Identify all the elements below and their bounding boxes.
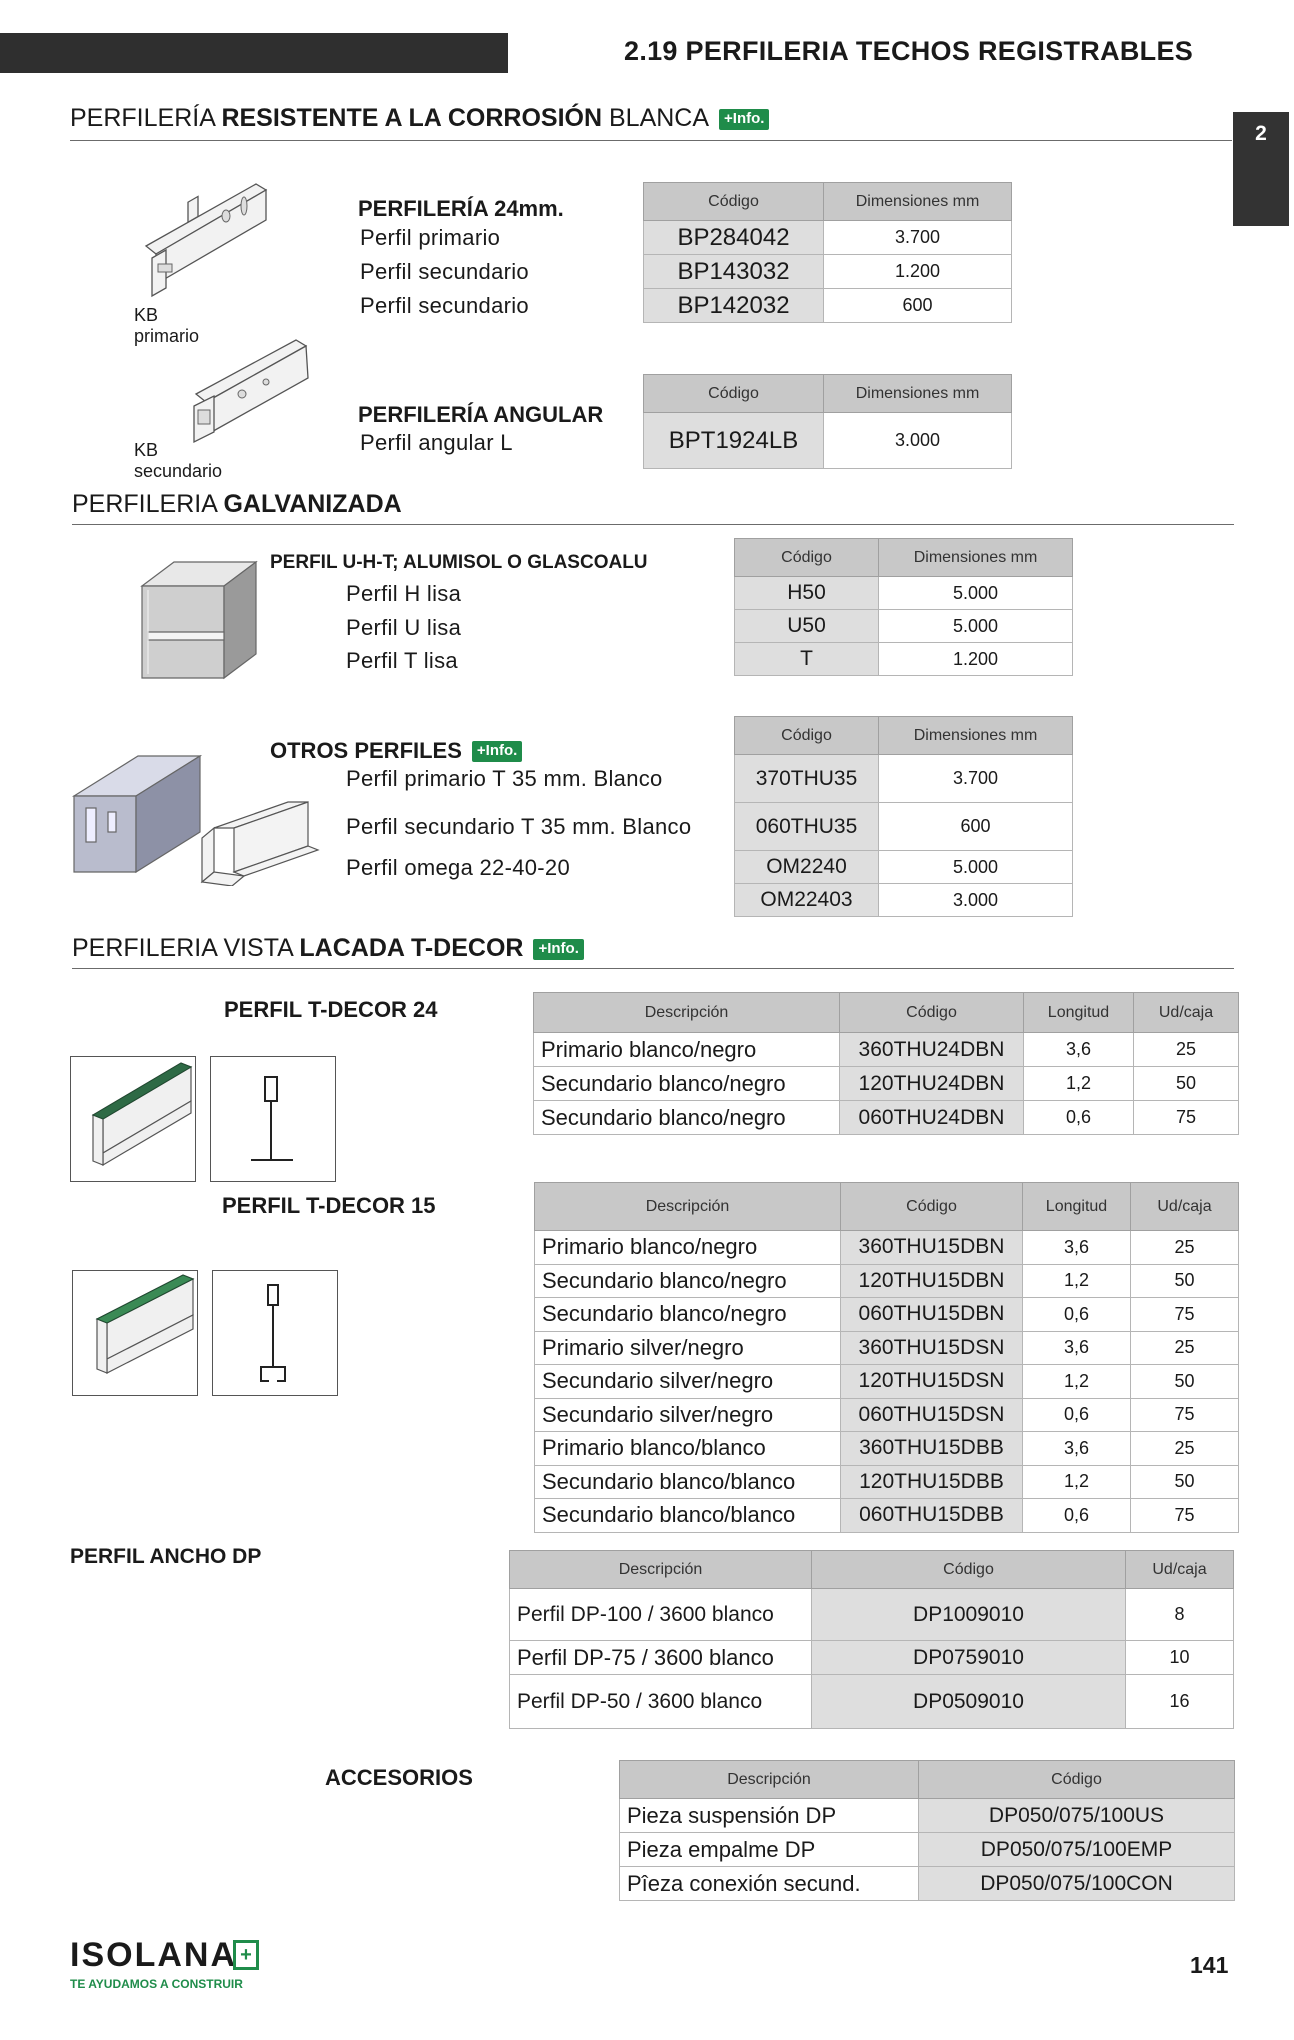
cell-ud: 75	[1131, 1298, 1239, 1332]
col-header-codigo: Código	[735, 539, 879, 577]
table-tdecor15	[534, 1182, 1239, 1533]
cell-len: 1,2	[1024, 1067, 1134, 1101]
cell-ud: 10	[1126, 1641, 1234, 1675]
header-bar	[0, 33, 508, 73]
cell-ud: 75	[1131, 1499, 1239, 1533]
item-label: Perfil secundario	[360, 259, 529, 284]
col-header-codigo: Código	[644, 375, 824, 413]
cell-code: OM2240	[735, 851, 879, 884]
table-row	[535, 1298, 1239, 1332]
block-title-uht: PERFIL U-H-T; ALUMISOL O GLASCOALU	[270, 552, 648, 573]
brand-mark-icon: +	[233, 1940, 259, 1970]
cell-ud: 50	[1131, 1264, 1239, 1298]
table-row	[535, 1331, 1239, 1365]
info-badge[interactable]: +Info.	[472, 741, 522, 762]
chapter-tab: 2	[1233, 112, 1289, 226]
table-row	[535, 1432, 1239, 1466]
divider	[72, 968, 1234, 969]
section-title-corrosion	[70, 104, 769, 133]
cell-code: DP050/075/100EMP	[919, 1833, 1235, 1867]
cell-code: 360THU15DBN	[841, 1231, 1023, 1265]
divider	[72, 524, 1234, 525]
table-row	[735, 851, 1073, 884]
cell-code: T	[735, 643, 879, 676]
cell-dim: 600	[824, 289, 1012, 323]
table-row	[534, 1067, 1239, 1101]
table-angular	[643, 374, 1012, 469]
table-row	[620, 1867, 1235, 1901]
cell-ud: 25	[1131, 1432, 1239, 1466]
col-header-dimensiones: Dimensiones mm	[879, 539, 1073, 577]
table-row	[534, 1033, 1239, 1067]
page-title: 2.19 PERFILERIA TECHOS REGISTRABLES	[624, 36, 1194, 66]
block-title-tdecor24: PERFIL T-DECOR 24	[224, 997, 438, 1022]
cell-code: 360THU15DSN	[841, 1331, 1023, 1365]
cell-code: 060THU35	[735, 803, 879, 851]
cell-code: OM22403	[735, 884, 879, 917]
divider	[70, 140, 1232, 141]
cell-ud: 75	[1131, 1398, 1239, 1432]
cell-code: 120THU24DBN	[840, 1067, 1024, 1101]
table-row	[535, 1264, 1239, 1298]
block-title-angular: PERFILERÍA ANGULAR	[358, 402, 604, 427]
cell-len: 3,6	[1023, 1231, 1131, 1265]
cell-ud: 50	[1134, 1067, 1239, 1101]
t35-profile-image	[68, 752, 202, 876]
cell-ud: 8	[1126, 1589, 1234, 1641]
col-header-udcaja: Ud/caja	[1131, 1183, 1239, 1231]
block-title-24mm: PERFILERÍA 24mm.	[358, 196, 564, 221]
cell-code: 120THU15DSN	[841, 1365, 1023, 1399]
cell-desc: Secundario blanco/blanco	[535, 1499, 841, 1533]
cell-len: 0,6	[1023, 1298, 1131, 1332]
cell-code: BP143032	[644, 255, 824, 289]
cell-len: 3,6	[1023, 1432, 1131, 1466]
cell-len: 0,6	[1023, 1398, 1131, 1432]
item-label: Perfil secundario T 35 mm. Blanco	[346, 814, 692, 839]
cell-code: DP0509010	[812, 1675, 1126, 1729]
cell-desc: Secundario blanco/negro	[534, 1101, 840, 1135]
cell-desc: Pieza empalme DP	[620, 1833, 919, 1867]
omega-profile-image	[198, 798, 322, 886]
section-title-bold: GALVANIZADA	[223, 490, 402, 518]
table-row	[735, 577, 1073, 610]
cell-code: BP284042	[644, 221, 824, 255]
cell-desc: Secundario blanco/negro	[535, 1298, 841, 1332]
section-title-tdecor	[72, 934, 584, 963]
cell-code: H50	[735, 577, 879, 610]
cell-code: 360THU24DBN	[840, 1033, 1024, 1067]
tdecor24-3d-image	[70, 1056, 196, 1182]
cell-ud: 50	[1131, 1365, 1239, 1399]
item-label: Perfil T lisa	[346, 648, 458, 673]
table-row	[620, 1799, 1235, 1833]
cell-desc: Secundario blanco/negro	[535, 1264, 841, 1298]
table-uht	[734, 538, 1073, 676]
cell-dim: 1.200	[879, 643, 1073, 676]
block-title-tdecor15: PERFIL T-DECOR 15	[222, 1193, 436, 1218]
col-header-descripcion: Descripción	[620, 1761, 919, 1799]
table-row	[644, 221, 1012, 255]
item-label: Perfil H lisa	[346, 581, 462, 606]
block-title-accesorios: ACCESORIOS	[325, 1765, 473, 1790]
col-header-dimensiones: Dimensiones mm	[824, 375, 1012, 413]
cell-desc: Secundario blanco/blanco	[535, 1465, 841, 1499]
cell-desc: Pîeza conexión secund.	[620, 1867, 919, 1901]
cell-len: 0,6	[1024, 1101, 1134, 1135]
cell-ud: 75	[1134, 1101, 1239, 1135]
cell-ud: 50	[1131, 1465, 1239, 1499]
cell-desc: Primario silver/negro	[535, 1331, 841, 1365]
cell-code: BPT1924LB	[644, 413, 824, 469]
cell-dim: 3.000	[824, 413, 1012, 469]
table-otros	[734, 716, 1073, 917]
cell-code: BP142032	[644, 289, 824, 323]
cell-code: 060THU15DBB	[841, 1499, 1023, 1533]
col-header-codigo: Código	[812, 1551, 1126, 1589]
cell-desc: Primario blanco/blanco	[535, 1432, 841, 1466]
col-header-dimensiones: Dimensiones mm	[824, 183, 1012, 221]
cell-code: DP0759010	[812, 1641, 1126, 1675]
table-row	[644, 289, 1012, 323]
table-24mm	[643, 182, 1012, 323]
cell-len: 3,6	[1024, 1033, 1134, 1067]
section-title-bold: LACADA T-DECOR	[299, 934, 524, 962]
cell-len: 1,2	[1023, 1264, 1131, 1298]
cell-dim: 3.700	[824, 221, 1012, 255]
caption-kb-primario: KB primario	[134, 305, 200, 346]
col-header-codigo: Código	[919, 1761, 1235, 1799]
table-row	[620, 1833, 1235, 1867]
col-header-longitud: Longitud	[1023, 1183, 1131, 1231]
cell-dim: 1.200	[824, 255, 1012, 289]
cell-code: 120THU15DBB	[841, 1465, 1023, 1499]
info-badge[interactable]: +Info.	[533, 939, 583, 960]
cell-ud: 25	[1131, 1231, 1239, 1265]
cell-ud: 16	[1126, 1675, 1234, 1729]
col-header-dimensiones: Dimensiones mm	[879, 717, 1073, 755]
cell-code: 060THU24DBN	[840, 1101, 1024, 1135]
cell-code: 360THU15DBB	[841, 1432, 1023, 1466]
cell-desc: Perfil DP-50 / 3600 blanco	[510, 1675, 812, 1729]
cell-len: 0,6	[1023, 1499, 1131, 1533]
block-title-dp: PERFIL ANCHO DP	[70, 1545, 262, 1568]
section-title-pre: PERFILERIA	[72, 490, 224, 518]
cell-desc: Perfil DP-100 / 3600 blanco	[510, 1589, 812, 1641]
table-row	[535, 1231, 1239, 1265]
item-label: Perfil secundario	[360, 293, 529, 318]
tdecor24-section-image	[210, 1056, 336, 1182]
table-row	[510, 1589, 1234, 1641]
cell-desc: Pieza suspensión DP	[620, 1799, 919, 1833]
col-header-udcaja: Ud/caja	[1126, 1551, 1234, 1589]
cell-code: DP050/075/100US	[919, 1799, 1235, 1833]
cell-len: 3,6	[1023, 1331, 1131, 1365]
block-title-otros	[270, 738, 522, 764]
col-header-descripcion: Descripción	[535, 1183, 841, 1231]
table-row	[535, 1398, 1239, 1432]
cell-dim: 3.700	[879, 755, 1073, 803]
table-row	[644, 413, 1012, 469]
cell-desc: Primario blanco/negro	[535, 1231, 841, 1265]
page-number: 141	[1190, 1952, 1229, 1978]
table-dp	[509, 1550, 1234, 1729]
table-row	[510, 1675, 1234, 1729]
cell-code: 060THU15DBN	[841, 1298, 1023, 1332]
section-title-post: BLANCA	[602, 104, 710, 132]
cell-len: 1,2	[1023, 1465, 1131, 1499]
col-header-descripcion: Descripción	[534, 993, 840, 1033]
section-title-pre: PERFILERÍA	[70, 104, 222, 132]
table-row	[535, 1365, 1239, 1399]
item-label: Perfil angular L	[360, 430, 513, 455]
cell-desc: Secundario silver/negro	[535, 1398, 841, 1432]
cell-dim: 5.000	[879, 851, 1073, 884]
item-label: Perfil primario T 35 mm. Blanco	[346, 766, 663, 791]
col-header-udcaja: Ud/caja	[1134, 993, 1239, 1033]
cell-desc: Secundario silver/negro	[535, 1365, 841, 1399]
col-header-codigo: Código	[644, 183, 824, 221]
cell-dim: 5.000	[879, 577, 1073, 610]
table-row	[535, 1499, 1239, 1533]
col-header-codigo: Código	[840, 993, 1024, 1033]
section-title-pre: PERFILERIA VISTA	[72, 934, 300, 962]
table-tdecor24	[533, 992, 1239, 1135]
table-row	[735, 755, 1073, 803]
col-header-longitud: Longitud	[1024, 993, 1134, 1033]
table-row	[735, 884, 1073, 917]
section-title-galvanizada	[72, 490, 402, 519]
tdecor15-section-image	[212, 1270, 338, 1396]
brand-slogan: TE AYUDAMOS A CONSTRUIR	[70, 1977, 243, 1991]
cell-len: 1,2	[1023, 1365, 1131, 1399]
cell-ud: 25	[1134, 1033, 1239, 1067]
info-badge[interactable]: +Info.	[719, 109, 769, 130]
cell-ud: 25	[1131, 1331, 1239, 1365]
kb-primario-image	[126, 176, 276, 306]
table-row	[510, 1641, 1234, 1675]
col-header-descripcion: Descripción	[510, 1551, 812, 1589]
cell-dim: 600	[879, 803, 1073, 851]
cell-dim: 5.000	[879, 610, 1073, 643]
table-accesorios	[619, 1760, 1235, 1901]
table-row	[644, 255, 1012, 289]
table-row	[535, 1465, 1239, 1499]
cell-desc: Perfil DP-75 / 3600 blanco	[510, 1641, 812, 1675]
col-header-codigo: Código	[735, 717, 879, 755]
cell-code: 370THU35	[735, 755, 879, 803]
section-title-bold: RESISTENTE A LA CORROSIÓN	[221, 104, 603, 132]
cell-code: 120THU15DBN	[841, 1264, 1023, 1298]
uht-profile-image	[134, 556, 264, 686]
tdecor15-3d-image	[72, 1270, 198, 1396]
brand-logo: ISOLANA	[70, 1936, 237, 1974]
otros-title-text: OTROS PERFILES	[270, 738, 462, 763]
col-header-codigo: Código	[841, 1183, 1023, 1231]
cell-code: DP1009010	[812, 1589, 1126, 1641]
item-label: Perfil primario	[360, 225, 501, 250]
caption-kb-secundario: KB secundario	[134, 440, 223, 481]
item-label: Perfil U lisa	[346, 615, 462, 640]
cell-code: DP050/075/100CON	[919, 1867, 1235, 1901]
cell-code: 060THU15DSN	[841, 1398, 1023, 1432]
table-row	[735, 643, 1073, 676]
table-row	[735, 803, 1073, 851]
cell-code: U50	[735, 610, 879, 643]
cell-dim: 3.000	[879, 884, 1073, 917]
cell-desc: Primario blanco/negro	[534, 1033, 840, 1067]
cell-desc: Secundario blanco/negro	[534, 1067, 840, 1101]
item-label: Perfil omega 22-40-20	[346, 855, 570, 880]
table-row	[735, 610, 1073, 643]
table-row	[534, 1101, 1239, 1135]
kb-secundario-image	[186, 334, 326, 454]
